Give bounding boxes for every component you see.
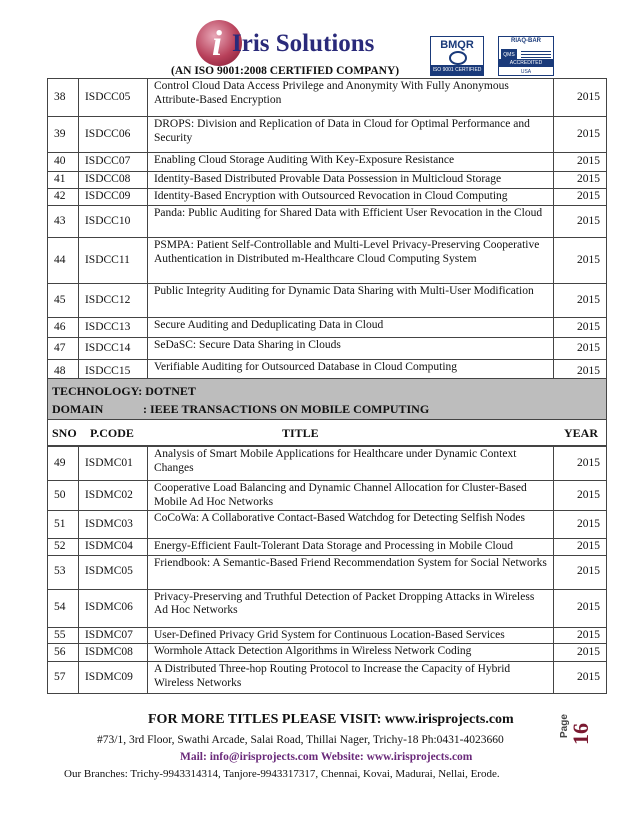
row-title: CoCoWa: A Collaborative Contact-Based Watchdog for Detecting Selfish Nodes [147,511,553,539]
row-code: ISDMC02 [78,481,147,511]
row-title: Energy-Efficient Fault-Tolerant Data Storage and Processing in Mobile Cloud [147,539,553,556]
row-title: Wormhole Attack Detection Algorithms in Wireless Network Coding [147,644,553,662]
footer-mail: Mail: info@irisprojects.com Website: www.irisprojects.com [180,751,473,763]
row-sno: 51 [48,511,79,539]
row-code: ISDCC12 [78,284,147,318]
row-year: 2015 [554,555,607,589]
row-code: ISDMC09 [78,662,147,694]
accredited-strip: ACCREDITED [499,59,553,67]
row-sno: 54 [48,589,79,627]
row-sno: 43 [48,206,79,238]
logo-letter: i [212,23,223,63]
row-year: 2015 [554,644,607,662]
page-header [0,0,638,80]
column-headers [47,420,607,446]
row-title: User-Defined Privacy Grid System for Continuous Location-Based Services [147,627,553,644]
row-sno: 47 [48,338,79,360]
row-sno: 46 [48,318,79,338]
row-year: 2015 [554,318,607,338]
row-title: Panda: Public Auditing for Shared Data with Efficient User Revocation in the Cloud [147,206,553,238]
usa-text: USA [520,69,532,75]
table-row [48,153,607,172]
col-code: P.CODE [90,426,134,440]
page-number: 16 [568,723,593,745]
table-row [48,117,607,153]
table-row [48,338,607,360]
cloud-titles-table [47,78,607,384]
row-year: 2015 [554,539,607,556]
row-code: ISDMC08 [78,644,147,662]
row-code: ISDCC06 [78,117,147,153]
technology-label: TECHNOLOGY: DOTNET [52,384,196,398]
footer-visit: FOR MORE TITLES PLEASE VISIT: www.irisprojects.com [148,712,514,727]
row-code: ISDMC05 [78,555,147,589]
row-year: 2015 [554,627,607,644]
row-sno: 50 [48,481,79,511]
footer-branches: Our Branches: Trichy-9943314314, Tanjore-9943317317, Chennai, Kovai, Madurai, Nellai, Erode. [64,768,500,780]
row-year: 2015 [554,79,607,117]
row-sno: 52 [48,539,79,556]
row-year: 2015 [554,153,607,172]
row-code: ISDCC14 [78,338,147,360]
table-row [48,539,607,556]
qms-badge: QMS [501,49,517,61]
table-row [48,511,607,539]
row-title: SeDaSC: Secure Data Sharing in Clouds [147,338,553,360]
table-row [48,627,607,644]
row-sno: 48 [48,360,79,384]
row-year: 2015 [554,360,607,384]
accreditation-logo [498,36,554,76]
row-sno: 39 [48,117,79,153]
row-code: ISDMC04 [78,539,147,556]
row-title: Identity-Based Encryption with Outsourced Revocation in Cloud Computing [147,189,553,206]
ring-icon [449,51,467,65]
row-title: Secure Auditing and Deduplicating Data in Cloud [147,318,553,338]
row-sno: 44 [48,238,79,284]
row-code: ISDCC10 [78,206,147,238]
row-code: ISDMC03 [78,511,147,539]
table-row [48,481,607,511]
table-row [48,318,607,338]
row-title: Enabling Cloud Storage Auditing With Key-Exposure Resistance [147,153,553,172]
row-code: ISDCC07 [78,153,147,172]
table-row [48,284,607,318]
row-sno: 42 [48,189,79,206]
col-year: YEAR [564,426,599,440]
row-year: 2015 [554,447,607,481]
row-sno: 53 [48,555,79,589]
row-year: 2015 [554,117,607,153]
row-title: Control Cloud Data Access Privilege and Anonymity With Fully Anonymous Attribute-Based Encryption [147,79,553,117]
bmqr-text: BMQR [440,39,474,51]
row-year: 2015 [554,589,607,627]
row-title: Verifiable Auditing for Outsourced Database in Cloud Computing [147,360,553,384]
page-label: Page [559,714,570,738]
table-row [48,172,607,189]
row-sno: 55 [48,627,79,644]
domain-label: DOMAIN [52,402,104,416]
table-row [48,662,607,694]
col-title: TITLE [282,426,319,440]
row-sno: 56 [48,644,79,662]
row-year: 2015 [554,511,607,539]
row-sno: 40 [48,153,79,172]
row-title: Analysis of Smart Mobile Applications for Healthcare under Dynamic Context Changes [147,447,553,481]
row-code: ISDMC07 [78,627,147,644]
row-year: 2015 [554,206,607,238]
row-sno: 41 [48,172,79,189]
row-year: 2015 [554,189,607,206]
row-title: Public Integrity Auditing for Dynamic Data Sharing with Multi-User Modification [147,284,553,318]
row-code: ISDCC08 [78,172,147,189]
accreditation-top-text: RIAQ-BAR [511,38,541,44]
row-code: ISDCC05 [78,79,147,117]
col-sno: SNO [52,426,77,440]
row-year: 2015 [554,238,607,284]
table-row [48,189,607,206]
brand-name: Iris Solutions [232,30,375,57]
row-title: Identity-Based Distributed Provable Data Possession in Multicloud Storage [147,172,553,189]
row-code: ISDMC06 [78,589,147,627]
row-sno: 49 [48,447,79,481]
row-sno: 45 [48,284,79,318]
row-code: ISDCC13 [78,318,147,338]
row-year: 2015 [554,172,607,189]
row-title: PSMPA: Patient Self-Controllable and Multi-Level Privacy-Preserving Cooperative Authentication in Distributed m-Healthcare Cloud Computing System [147,238,553,284]
row-sno: 38 [48,79,79,117]
row-code: ISDMC01 [78,447,147,481]
iso-certification-line: (AN ISO 9001:2008 CERTIFIED COMPANY) [171,65,400,77]
row-code: ISDCC15 [78,360,147,384]
table-row [48,238,607,284]
row-year: 2015 [554,284,607,318]
mobile-titles-table [47,446,607,694]
row-title: Privacy-Preserving and Truthful Detection of Packet Dropping Attacks in Wireless Ad Hoc Networks [147,589,553,627]
table-row [48,79,607,117]
section-header [47,378,607,420]
row-year: 2015 [554,481,607,511]
row-year: 2015 [554,338,607,360]
row-year: 2015 [554,662,607,694]
row-title: DROPS: Division and Replication of Data in Cloud for Optimal Performance and Security [147,117,553,153]
row-title: Cooperative Load Balancing and Dynamic Channel Allocation for Cluster-Based Mobile Ad Hoc Networks [147,481,553,511]
row-title: A Distributed Three-hop Routing Protocol to Increase the Capacity of Hybrid Wireless Networks [147,662,553,694]
row-code: ISDCC11 [78,238,147,284]
footer-address: #73/1, 3rd Floor, Swathi Arcade, Salai Road, Thillai Nager, Trichy-18 Ph:0431-4023660 [97,734,504,746]
table-row [48,589,607,627]
table-row [48,644,607,662]
row-sno: 57 [48,662,79,694]
table-row [48,555,607,589]
domain-value: : IEEE TRANSACTIONS ON MOBILE COMPUTING [143,402,430,416]
row-code: ISDCC09 [78,189,147,206]
table-row [48,206,607,238]
iso-certified-strip: ISO 9001 CERTIFIED [432,67,482,73]
row-title: Friendbook: A Semantic-Based Friend Recommendation System for Social Networks [147,555,553,589]
table-row [48,447,607,481]
bmqr-certification-logo [430,36,484,76]
